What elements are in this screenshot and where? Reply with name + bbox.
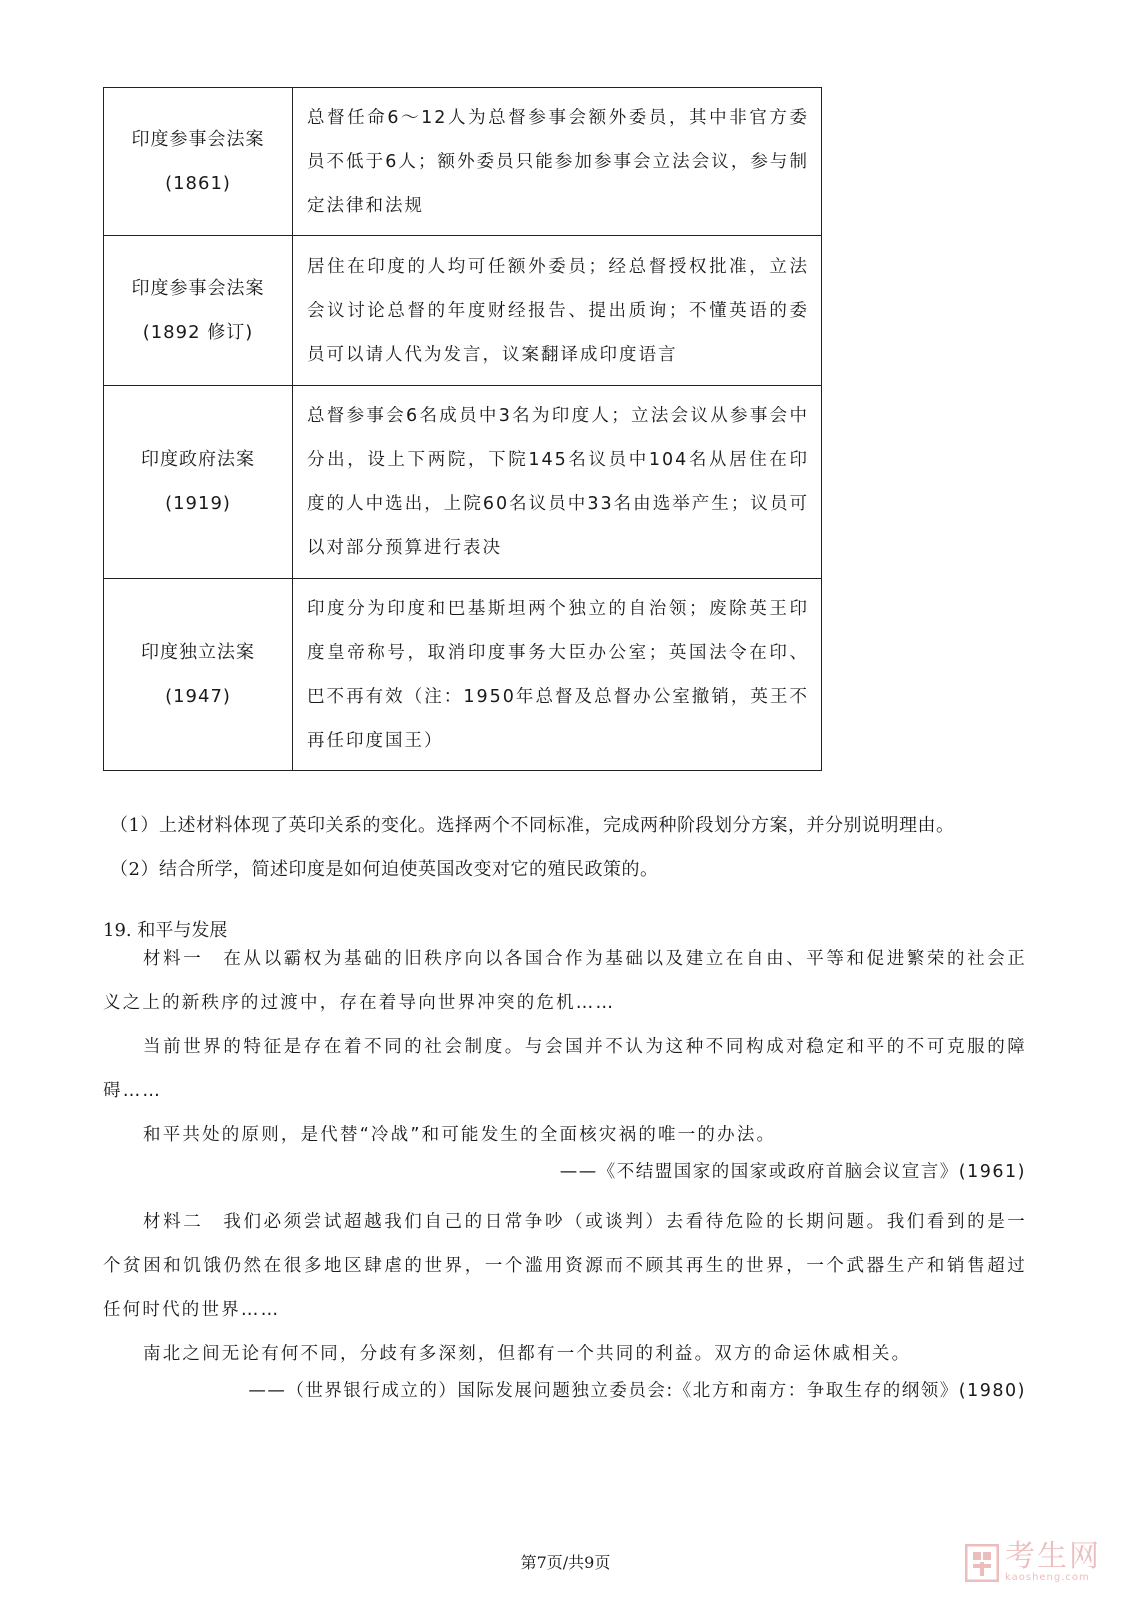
act-year: (1892 修订) bbox=[142, 321, 254, 343]
act-content: 印度分为印度和巴基斯坦两个独立的自治领；废除英王印度皇帝称号，取消印度事务大臣办公室；英国法令在印、巴不再有效（注：1950年总督及总督办公室撤销，英王不再任印度国王） bbox=[293, 579, 822, 771]
act-name-cell bbox=[104, 88, 293, 236]
watermark-text: 考生网 bbox=[1005, 1539, 1101, 1574]
act-year: (1919) bbox=[165, 493, 231, 514]
act-year: (1861) bbox=[165, 172, 231, 194]
question-2: （2）结合所学，简述印度是如何迫使英国改变对它的殖民政策的。 bbox=[110, 859, 659, 880]
act-content: 总督任命6～12人为总督参事会额外委员，其中非官方委员不低于6人；额外委员只能参加参事会立法会议，参与制定法律和法规 bbox=[293, 88, 822, 236]
act-name: 印度政府法案 bbox=[141, 449, 255, 470]
act-year: (1947) bbox=[165, 685, 231, 707]
watermark-subtext: kaosheng.com bbox=[1005, 1572, 1090, 1583]
act-name: 印度参事会法案 bbox=[131, 128, 265, 150]
act-name: 印度独立法案 bbox=[141, 641, 255, 663]
act-name-cell bbox=[104, 579, 293, 771]
material-2-paragraph-2: 南北之间无论有何不同，分歧有多深刻，但都有一个共同的利益。双方的命运休戚相关。 bbox=[143, 1344, 912, 1364]
table-row bbox=[104, 579, 822, 771]
material-1-paragraph-1: 材料一 在从以霸权为基础的旧秩序向以各国合作为基础以及建立在自由、平等和促进繁荣的社会正义之上的新秩序的过渡中，存在着导向世界冲突的危机…… bbox=[103, 949, 1027, 1013]
legislation-table bbox=[103, 87, 822, 771]
act-name-cell bbox=[104, 386, 293, 579]
watermark bbox=[965, 1539, 1101, 1583]
material-2-paragraph-1: 材料二 我们必须尝试超越我们自己的日常争吵（或谈判）去看待危险的长期问题。我们看到的是一个贫困和饥饿仍然在很多地区肆虐的世界，一个滥用资源而不顾其再生的世界，一个武器生产和销售超过任何时代的世界…… bbox=[103, 1212, 1027, 1320]
section-title: 19. 和平与发展 bbox=[103, 920, 228, 941]
table-row bbox=[104, 88, 822, 236]
kaosheng-logo-icon bbox=[965, 1544, 999, 1582]
table-row bbox=[104, 236, 822, 386]
material-1-paragraph-2: 当前世界的特征是存在着不同的社会制度。与会国并不认为这种不同构成对稳定和平的不可克服的障碍…… bbox=[103, 1037, 1027, 1101]
question-1: （1）上述材料体现了英印关系的变化。选择两个不同标准，完成两种阶段划分方案，并分别说明理由。 bbox=[110, 815, 955, 836]
act-name-cell bbox=[104, 236, 293, 386]
material-1-paragraph-3: 和平共处的原则，是代替“冷战”和可能发生的全面核灾祸的唯一的办法。 bbox=[143, 1125, 777, 1145]
material-1-source: ——《不结盟国家的国家或政府首脑会议宣言》(1961) bbox=[559, 1162, 1026, 1182]
act-name: 印度参事会法案 bbox=[131, 277, 265, 299]
table-row bbox=[104, 386, 822, 579]
act-content: 居住在印度的人均可任额外委员；经总督授权批准，立法会议讨论总督的年度财经报告、提出质询；不懂英语的委员可以请人代为发言，议案翻译成印度语言 bbox=[293, 236, 822, 386]
page-number: 第7页/共9页 bbox=[520, 1553, 611, 1572]
material-2-source: ——（世界银行成立的）国际发展问题独立委员会:《北方和南方：争取生存的纲领》(1980) bbox=[248, 1381, 1026, 1401]
act-content: 总督参事会6名成员中3名为印度人；立法会议从参事会中分出，设上下两院，下院145名议员中104名从居住在印度的人中选出，上院60名议员中33名由选举产生；议员可以对部分预算进行表决 bbox=[293, 386, 822, 579]
